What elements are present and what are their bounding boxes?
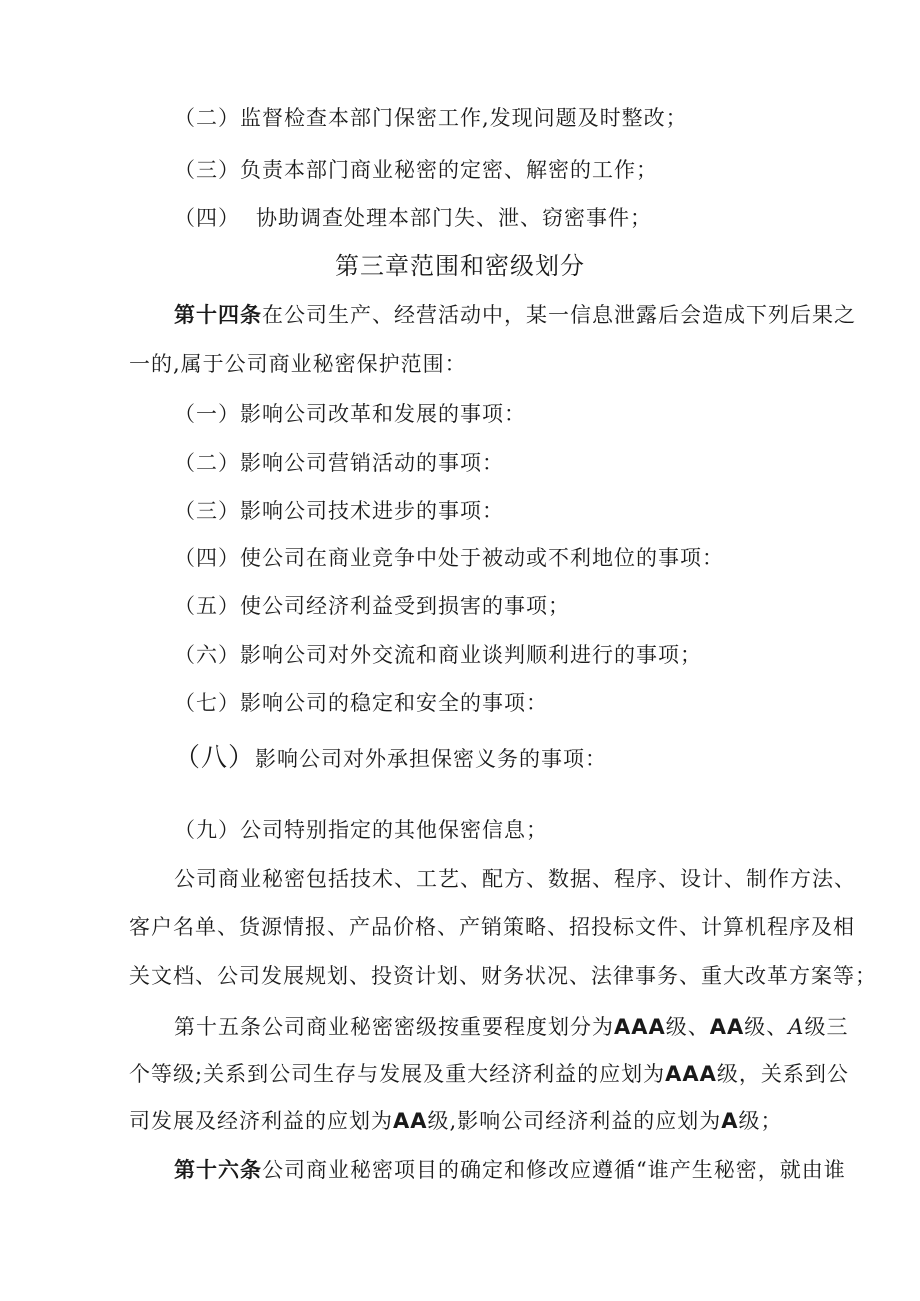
article-15-line-2 bbox=[129, 1059, 849, 1089]
article-number: 第十六条 bbox=[174, 1158, 262, 1182]
article-number: 第十四条 bbox=[174, 303, 262, 327]
grade-aaa: AAA bbox=[665, 1062, 717, 1086]
text: （二）监督检查本部门保密工作,发现问题及时整改； bbox=[174, 106, 688, 130]
article-15-line-1 bbox=[174, 1012, 848, 1042]
text: 级三 bbox=[804, 1015, 849, 1039]
grade-a: A bbox=[788, 1015, 805, 1039]
duty-item-4 bbox=[174, 203, 652, 233]
text: 级，关系到公 bbox=[716, 1062, 849, 1086]
duty-item-2 bbox=[174, 103, 688, 133]
paragraph-line-2: 客户名单、货源情报、产品价格、产销策略、招投标文件、计算机程序及相 bbox=[129, 915, 855, 939]
paragraph-line-3: 关文档、公司发展规划、投资计划、财务状况、法律事务、重大改革方案等； bbox=[129, 964, 877, 988]
item-marker: （八） bbox=[174, 743, 256, 773]
article-15-line-3 bbox=[129, 1106, 782, 1136]
scope-item-6: （六）影响公司对外交流和商业谈判顺利进行的事项； bbox=[174, 643, 702, 667]
scope-item-4: （四）使公司在商业竞争中处于被动或不利地位的事项： bbox=[174, 546, 724, 570]
scope-item-9: （九）公司特别指定的其他保密信息； bbox=[174, 818, 548, 842]
article-16 bbox=[174, 1155, 846, 1185]
paragraph-line-1: 公司商业秘密包括技术、工艺、配方、数据、程序、设计、制作方法、 bbox=[174, 867, 856, 891]
text: 在公司生产、经营活动中，某一信息泄露后会造成下列后果之 bbox=[262, 303, 856, 327]
scope-item-7: （七）影响公司的稳定和安全的事项： bbox=[174, 691, 548, 715]
scope-item-3: （三）影响公司技术进步的事项： bbox=[174, 499, 504, 523]
chapter-heading: 第三章范围和密级划分 bbox=[335, 252, 585, 280]
text: 级,影响公司经济利益的应划为 bbox=[427, 1109, 722, 1133]
text: 一的,属于公司商业秘密保护范围： bbox=[129, 352, 467, 376]
item-marker: （四） bbox=[174, 206, 240, 230]
scope-item-2: （二）影响公司营销活动的事项： bbox=[174, 451, 504, 475]
article-14 bbox=[174, 300, 856, 330]
article-14-cont bbox=[129, 349, 467, 379]
scope-item-8 bbox=[174, 743, 607, 774]
grade-aa: AA bbox=[393, 1109, 428, 1133]
text: （三）负责本部门商业秘密的定密、解密的工作； bbox=[174, 158, 658, 182]
text: 公司商业秘密项目的确定和修改应遵循“谁产生秘密，就由谁 bbox=[262, 1158, 846, 1182]
text: 级、 bbox=[744, 1015, 789, 1039]
text: 个等级;关系到公司生存与发展及重大经济利益的应划为 bbox=[129, 1062, 666, 1086]
text: 影响公司对外承担保密义务的事项： bbox=[255, 747, 608, 771]
text: 司发展及经济利益的应划为 bbox=[129, 1109, 393, 1133]
grade-aa: AA bbox=[709, 1015, 745, 1039]
scope-item-1: （一）影响公司改革和发展的事项： bbox=[174, 402, 526, 426]
scope-item-5: （五）使公司经济利益受到损害的事项； bbox=[174, 594, 570, 618]
grade-a: A bbox=[721, 1109, 739, 1133]
grade-aaa: AAA bbox=[614, 1015, 666, 1039]
duty-item-3 bbox=[174, 155, 658, 185]
text: 协助调查处理本部门失、泄、窃密事件； bbox=[256, 206, 652, 230]
text: 级； bbox=[738, 1109, 783, 1133]
text: 级、 bbox=[665, 1015, 710, 1039]
text: 第十五条公司商业秘密密级按重要程度划分为 bbox=[174, 1015, 614, 1039]
